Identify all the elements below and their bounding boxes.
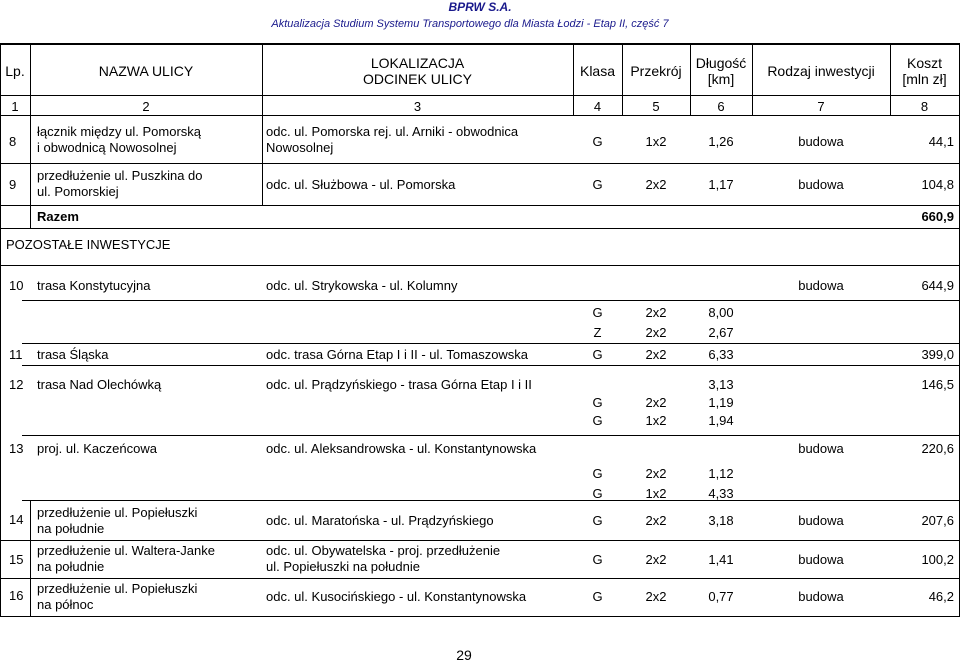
row-class: G: [592, 395, 603, 410]
row-divider: [0, 163, 960, 164]
row-street-name: proj. ul. Kaczeńcowa: [37, 441, 157, 456]
page-number: 29: [456, 647, 472, 663]
row-class: G: [592, 177, 603, 192]
row-lp: 13: [9, 441, 24, 456]
row-lp: 10: [9, 278, 24, 293]
row-location: odc. ul. Prądzyńskiego - trasa Górna Etap I i II: [266, 377, 532, 392]
row-location: odc. ul. Pomorska rej. ul. Arniki - obwodnica: [266, 124, 519, 139]
col-header-cost: Koszt: [906, 55, 942, 71]
col-number: 3: [413, 99, 422, 114]
row-cost: 100,2: [921, 552, 954, 567]
row-length: 1,41: [708, 552, 734, 567]
col-number: 8: [920, 99, 929, 114]
row-length: 3,13: [708, 377, 734, 392]
row-length: 1,94: [708, 413, 734, 428]
row-class: G: [592, 513, 603, 528]
row-divider: [0, 228, 960, 229]
row-cost: 146,5: [921, 377, 954, 392]
row-street-name-cont: na północ: [37, 597, 94, 612]
row-cost: 104,8: [921, 177, 954, 192]
col-header-cost-unit: [mln zł]: [902, 71, 947, 87]
row-street-name: przedłużenie ul. Puszkina do: [37, 168, 203, 183]
row-location: odc. ul. Strykowska - ul. Kolumny: [266, 278, 458, 293]
row-divider: [0, 540, 960, 541]
row-location: odc. trasa Górna Etap I i II - ul. Tomaszowska: [266, 347, 529, 362]
row-investment-type: budowa: [798, 278, 844, 293]
row-class: G: [592, 589, 603, 604]
row-cross-section: 2x2: [645, 347, 667, 362]
row-street-name: przedłużenie ul. Popiełuszki: [37, 505, 198, 520]
row-street-name: trasa Konstytucyjna: [37, 278, 151, 293]
col-line: [0, 43, 1, 616]
row-class: G: [592, 413, 603, 428]
number-row-divider: [0, 115, 960, 116]
row-street-name-cont: ul. Pomorskiej: [37, 184, 119, 199]
row-investment-type: budowa: [798, 177, 844, 192]
row-cost: 644,9: [921, 278, 954, 293]
row-location: odc. ul. Aleksandrowska - ul. Konstantynowska: [266, 441, 537, 456]
row-class: G: [592, 305, 603, 320]
col-header-length-unit: [km]: [707, 71, 735, 87]
row-cross-section: 2x2: [645, 325, 667, 340]
col-line: [30, 500, 31, 616]
row-lp: 12: [9, 377, 24, 392]
col-number: 7: [817, 99, 825, 114]
row-length: 2,67: [708, 325, 734, 340]
row-location: odc. ul. Obywatelska - proj. przedłużenie: [266, 543, 501, 558]
col-header-location-sub: ODCINEK ULICY: [363, 71, 472, 87]
row-investment-type: budowa: [798, 552, 844, 567]
row-cross-section: 2x2: [645, 552, 667, 567]
col-number: 1: [11, 99, 19, 114]
row-cost: 220,6: [921, 441, 954, 456]
row-street-name-cont: na południe: [37, 559, 105, 574]
col-header-lp: Lp.: [5, 63, 25, 79]
row-investment-type: budowa: [798, 589, 844, 604]
row-street-name: trasa Śląska: [37, 347, 109, 362]
row-lp: 16: [9, 588, 24, 603]
col-header-location: LOKALIZACJA: [370, 55, 465, 71]
table-bottom-border: [0, 616, 960, 617]
col-number: 6: [717, 99, 725, 114]
row-lp: 15: [9, 552, 24, 567]
col-number: 5: [652, 99, 660, 114]
col-header-cross-section: Przekrój: [630, 63, 682, 79]
row-street-name-cont: na południe: [37, 521, 105, 536]
row-length: 1,26: [708, 134, 734, 149]
row-cross-section: 2x2: [645, 513, 667, 528]
row-length: 4,33: [708, 486, 734, 501]
row-cross-section: 2x2: [645, 177, 667, 192]
row-location-cont: ul. Popiełuszki na południe: [266, 559, 420, 574]
row-investment-type: budowa: [798, 441, 844, 456]
header-divider: [0, 95, 960, 96]
col-header-investment-type: Rodzaj inwestycji: [767, 63, 875, 79]
row-class: G: [592, 466, 603, 481]
row-length: 1,17: [708, 177, 734, 192]
row-length: 8,00: [708, 305, 734, 320]
row-divider: [0, 205, 960, 206]
row-length: 1,19: [708, 395, 734, 410]
col-header-length: Długość: [695, 55, 747, 71]
col-header-name: NAZWA ULICY: [98, 63, 194, 79]
row-location: odc. ul. Służbowa - ul. Pomorska: [266, 177, 456, 192]
row-divider: [22, 435, 960, 436]
row-cross-section: 1x2: [645, 413, 667, 428]
row-cross-section: 1x2: [645, 486, 667, 501]
row-lp: 14: [9, 512, 24, 527]
row-divider: [22, 343, 960, 344]
row-location: odc. ul. Maratońska - ul. Prądzyńskiego: [266, 513, 494, 528]
row-class: G: [592, 347, 603, 362]
row-street-name: łącznik między ul. Pomorską: [37, 124, 201, 139]
section-heading: POZOSTAŁE INWESTYCJE: [6, 237, 171, 252]
company-name: BPRW S.A.: [448, 0, 512, 14]
row-cross-section: 2x2: [645, 589, 667, 604]
row-cross-section: 2x2: [645, 305, 667, 320]
row-location: odc. ul. Kusocińskiego - ul. Konstantynowska: [266, 589, 527, 604]
row-divider: [0, 578, 960, 579]
row-cost: 46,2: [928, 589, 954, 604]
row-class: G: [592, 552, 603, 567]
row-street-name: przedłużenie ul. Waltera-Janke: [37, 543, 215, 558]
row-lp: 9: [9, 177, 17, 192]
document-subtitle: Aktualizacja Studium Systemu Transportowego dla Miasta Łodzi - Etap II, część 7: [271, 18, 669, 30]
row-lp: 11: [9, 347, 23, 362]
row-street-name: przedłużenie ul. Popiełuszki: [37, 581, 198, 596]
row-cross-section: 1x2: [645, 134, 667, 149]
col-number: 4: [593, 99, 602, 114]
row-investment-type: budowa: [798, 513, 844, 528]
row-divider: [22, 300, 960, 301]
row-divider: [22, 365, 960, 366]
row-divider: [0, 265, 960, 266]
row-cross-section: 2x2: [645, 466, 667, 481]
row-cost: 44,1: [928, 134, 954, 149]
row-cross-section: 2x2: [645, 395, 667, 410]
row-divider: [22, 500, 960, 501]
row-street-name-cont: i obwodnicą Nowosolnej: [37, 140, 177, 155]
row-investment-type: budowa: [798, 134, 844, 149]
row-class: G: [592, 486, 603, 501]
row-street-name: trasa Nad Olechówką: [37, 377, 162, 392]
row-cost: 399,0: [921, 347, 954, 362]
row-class: G: [592, 134, 603, 149]
total-label: Razem: [37, 209, 79, 224]
col-number: 2: [142, 99, 150, 114]
row-length: 0,77: [708, 589, 734, 604]
table-top-border: [0, 43, 960, 45]
total-cost: 660,9: [921, 209, 954, 224]
row-class: Z: [593, 325, 602, 340]
row-lp: 8: [9, 134, 17, 149]
col-header-class: Klasa: [579, 63, 616, 79]
row-length: 3,18: [708, 513, 734, 528]
row-length: 6,33: [708, 347, 734, 362]
row-cost: 207,6: [921, 513, 954, 528]
row-location-cont: Nowosolnej: [266, 140, 334, 155]
row-length: 1,12: [708, 466, 734, 481]
